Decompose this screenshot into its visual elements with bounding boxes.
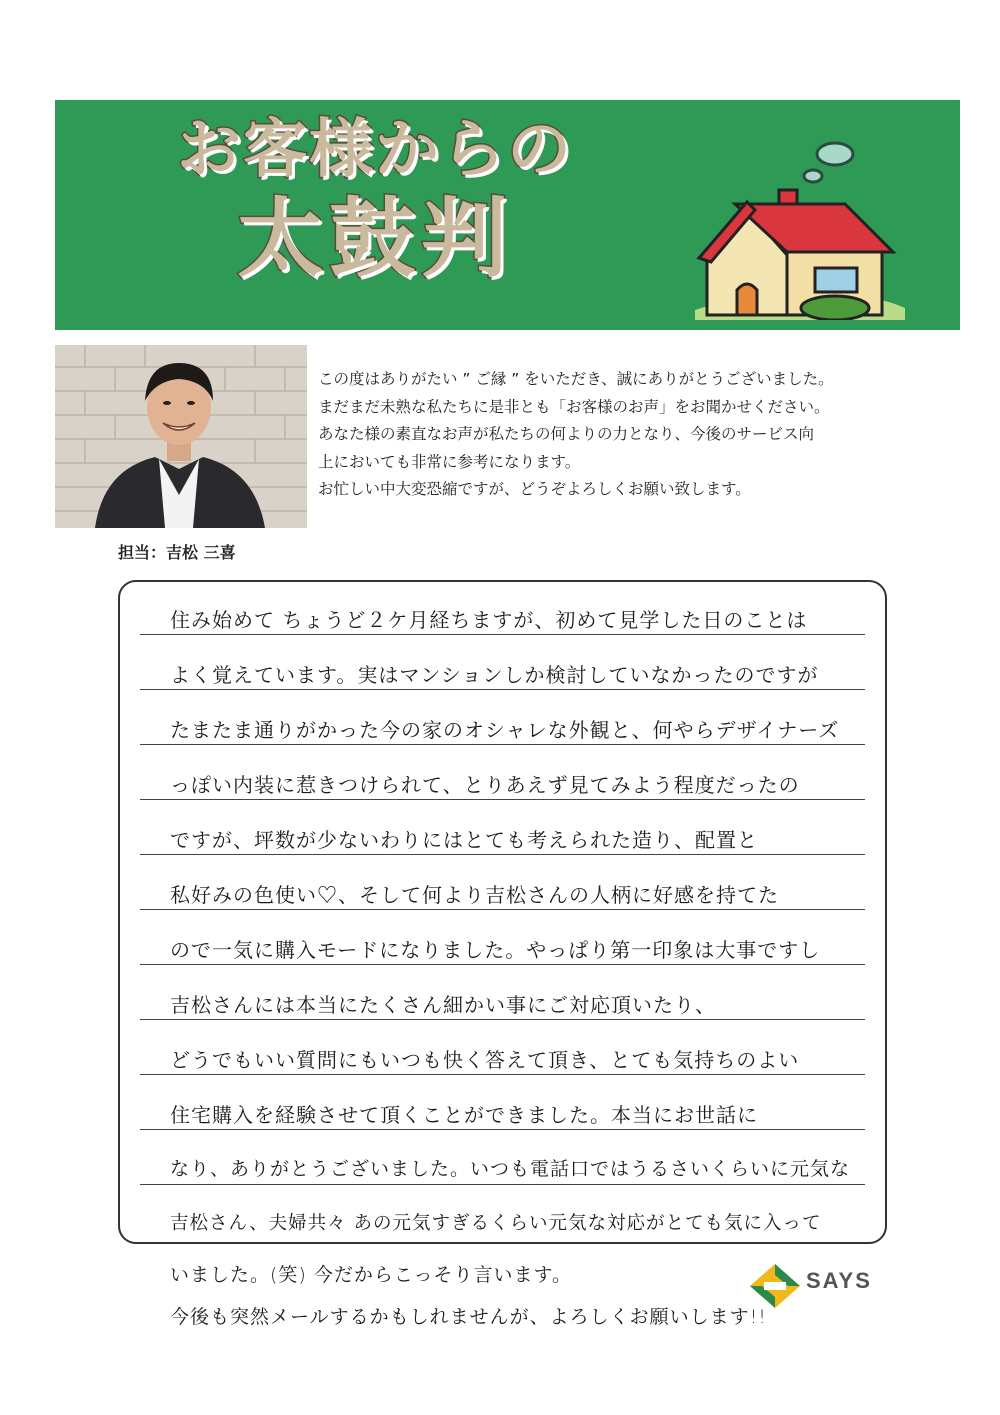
intro-text <box>318 366 918 504</box>
ruled-line <box>140 854 865 855</box>
letter-line: たまたま通りがかった今の家のオシャレな外観と、何やらデザイナーズ <box>170 718 840 742</box>
intro-line: 上においても非常に参考になります。 <box>318 452 581 471</box>
letter-line: よく覚えています。実はマンションしか検討していなかったのですが <box>170 663 819 687</box>
letter-line: っぽい内装に惹きつけられて、とりあえず見てみよう程度だったの <box>170 773 800 797</box>
letter-line: 住み始めて ちょうど２ケ月経ちますが、初めて見学した日のことは <box>170 608 808 632</box>
page-title <box>55 113 695 289</box>
letter-line: ので一気に購入モードになりました。やっぱり第一印象は大事ですし <box>170 938 821 962</box>
house-icon <box>695 140 905 320</box>
letter-line: 吉松さん、夫婦共々 あの元気すぎるくらい元気な対応がとても気に入って <box>170 1213 822 1234</box>
logo-text: SAYS <box>806 1268 872 1293</box>
letter-line: 今後も突然メールするかもしれませんが、よろしくお願いします!! <box>170 1306 767 1328</box>
letter-line: 吉松さんには本当にたくさん細かい事にご対応頂いたり、 <box>170 993 716 1017</box>
ruled-line <box>140 1129 865 1130</box>
ruled-line <box>140 909 865 910</box>
ruled-line <box>140 634 865 635</box>
ruled-line <box>140 799 865 800</box>
intro-line: あなた様の素直なお声が私たちの何よりの力となり、今後のサービス向 <box>318 425 815 443</box>
intro-line: お忙しい中大変恐縮ですが、どうぞよろしくお願い致します。 <box>318 480 751 498</box>
ruled-line <box>140 964 865 965</box>
letter-line: 私好みの色使い♡、そして何より吉松さんの人柄に好感を持てた <box>170 883 779 907</box>
ruled-line <box>140 1019 865 1020</box>
staff-photo <box>55 345 307 528</box>
says-logo-icon <box>748 1262 802 1312</box>
ruled-line <box>140 744 865 745</box>
letter-line: ですが、坪数が少ないわりにはとても考えられた造り、配置と <box>170 828 758 852</box>
ruled-line <box>140 1074 865 1075</box>
letter-line: なり、ありがとうございました。いつも電話口ではうるさいくらいに元気な <box>170 1158 851 1180</box>
intro-line: まだまだ未熟な私たちに是非とも「お客様のお声」をお聞かせください。 <box>318 397 830 416</box>
header-banner <box>55 100 960 330</box>
title-line-2: 太鼓判 <box>237 189 513 289</box>
letter-line: 住宅購入を経験させて頂くことができました。本当にお世話に <box>170 1103 758 1127</box>
staff-label: 担当：吉松 三喜 <box>118 543 236 562</box>
letter-line: いました。(笑) 今だからこっそり言います。 <box>170 1264 572 1286</box>
letter-line: どうでもいい質問にもいつも快く答えて頂き、とても気持ちのよい <box>170 1048 800 1072</box>
title-line-1: お客様からの <box>177 113 573 187</box>
intro-line: この度はありがたい ” ご縁 ” をいただき、誠にありがとうございました。 <box>318 370 834 388</box>
ruled-line <box>140 1184 865 1185</box>
ruled-line <box>140 689 865 690</box>
